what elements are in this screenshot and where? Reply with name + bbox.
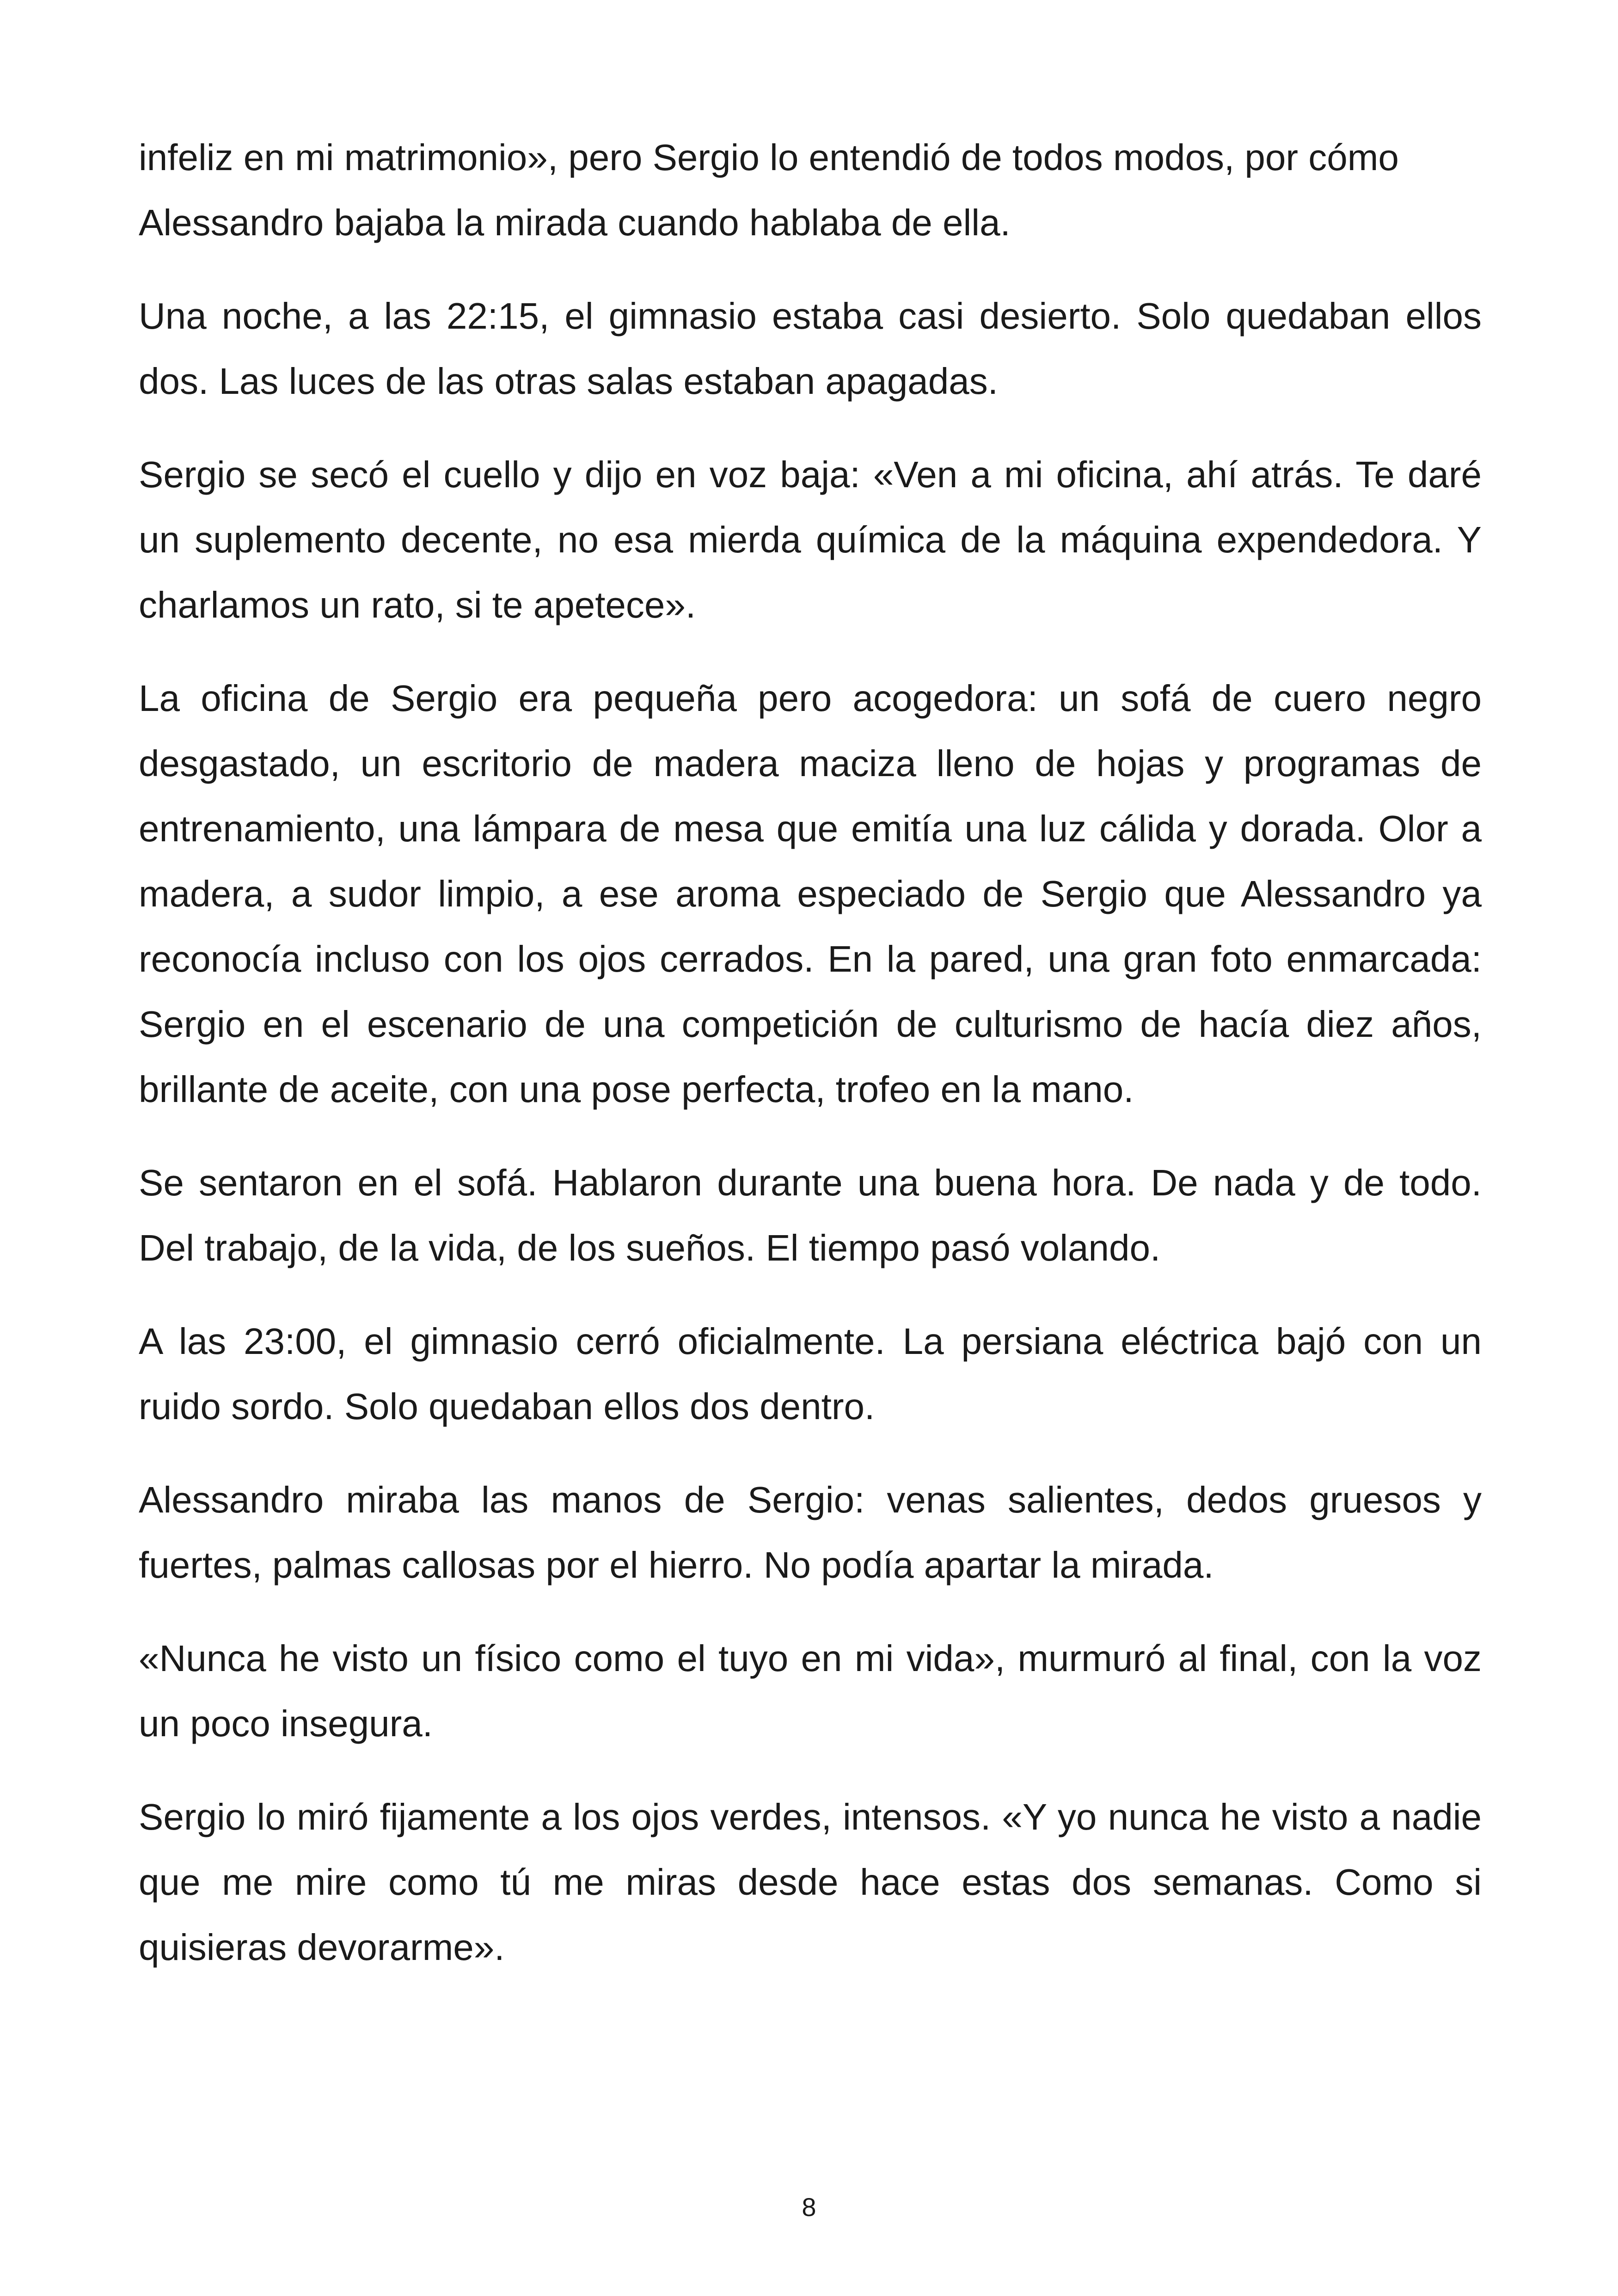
page-number: 8 <box>802 2192 816 2222</box>
paragraph: Sergio se secó el cuello y dijo en voz baja: «Ven a mi oficina, ahí atrás. Te daré un suplemento decente, no esa mierda química de la máquina expendedora. Y charlamos un rato, si te apetece». <box>139 454 1482 625</box>
paragraph: Una noche, a las 22:15, el gimnasio estaba casi desierto. Solo quedaban ellos dos. Las luces de las otras salas estaban apagadas. <box>139 295 1482 402</box>
paragraph: A las 23:00, el gimnasio cerró oficialmente. La persiana eléctrica bajó con un ruido sordo. Solo quedaban ellos dos dentro. <box>139 1321 1482 1427</box>
paragraph: Se sentaron en el sofá. Hablaron durante una buena hora. De nada y de todo. Del trabajo, de la vida, de los sueños. El tiempo pasó volando. <box>139 1162 1482 1268</box>
paragraph: Alessandro miraba las manos de Sergio: venas salientes, dedos gruesos y fuertes, palmas callosas por el hierro. No podía apartar la mirada. <box>139 1479 1482 1586</box>
paragraph: Sergio lo miró fijamente a los ojos verdes, intensos. «Y yo nunca he visto a nadie que me mire como tú me miras desde hace estas dos semanas. Como si quisieras devorarme». <box>139 1796 1482 1968</box>
paragraph: «Nunca he visto un físico como el tuyo en mi vida», murmuró al final, con la voz un poco insegura. <box>139 1638 1482 1744</box>
body-text <box>139 125 1482 1980</box>
paragraph: infeliz en mi matrimonio», pero Sergio lo entendió de todos modos, por cómo Alessandro bajaba la mirada cuando hablaba de ella. <box>139 137 1399 243</box>
paragraph: La oficina de Sergio era pequeña pero acogedora: un sofá de cuero negro desgastado, un escritorio de madera maciza lleno de hojas y programas de entrenamiento, una lámpara de mesa que emitía una luz cálida y dorada. Olor a madera, a sudor limpio, a ese aroma especiado de Sergio que Alessandro ya reconocía incluso con los ojos cerrados. En la pared, una gran foto enmarcada: Sergio en el escenario de una competición de culturismo de hacía diez años, brillante de aceite, con una pose perfecta, trofeo en la mano. <box>139 678 1482 1110</box>
